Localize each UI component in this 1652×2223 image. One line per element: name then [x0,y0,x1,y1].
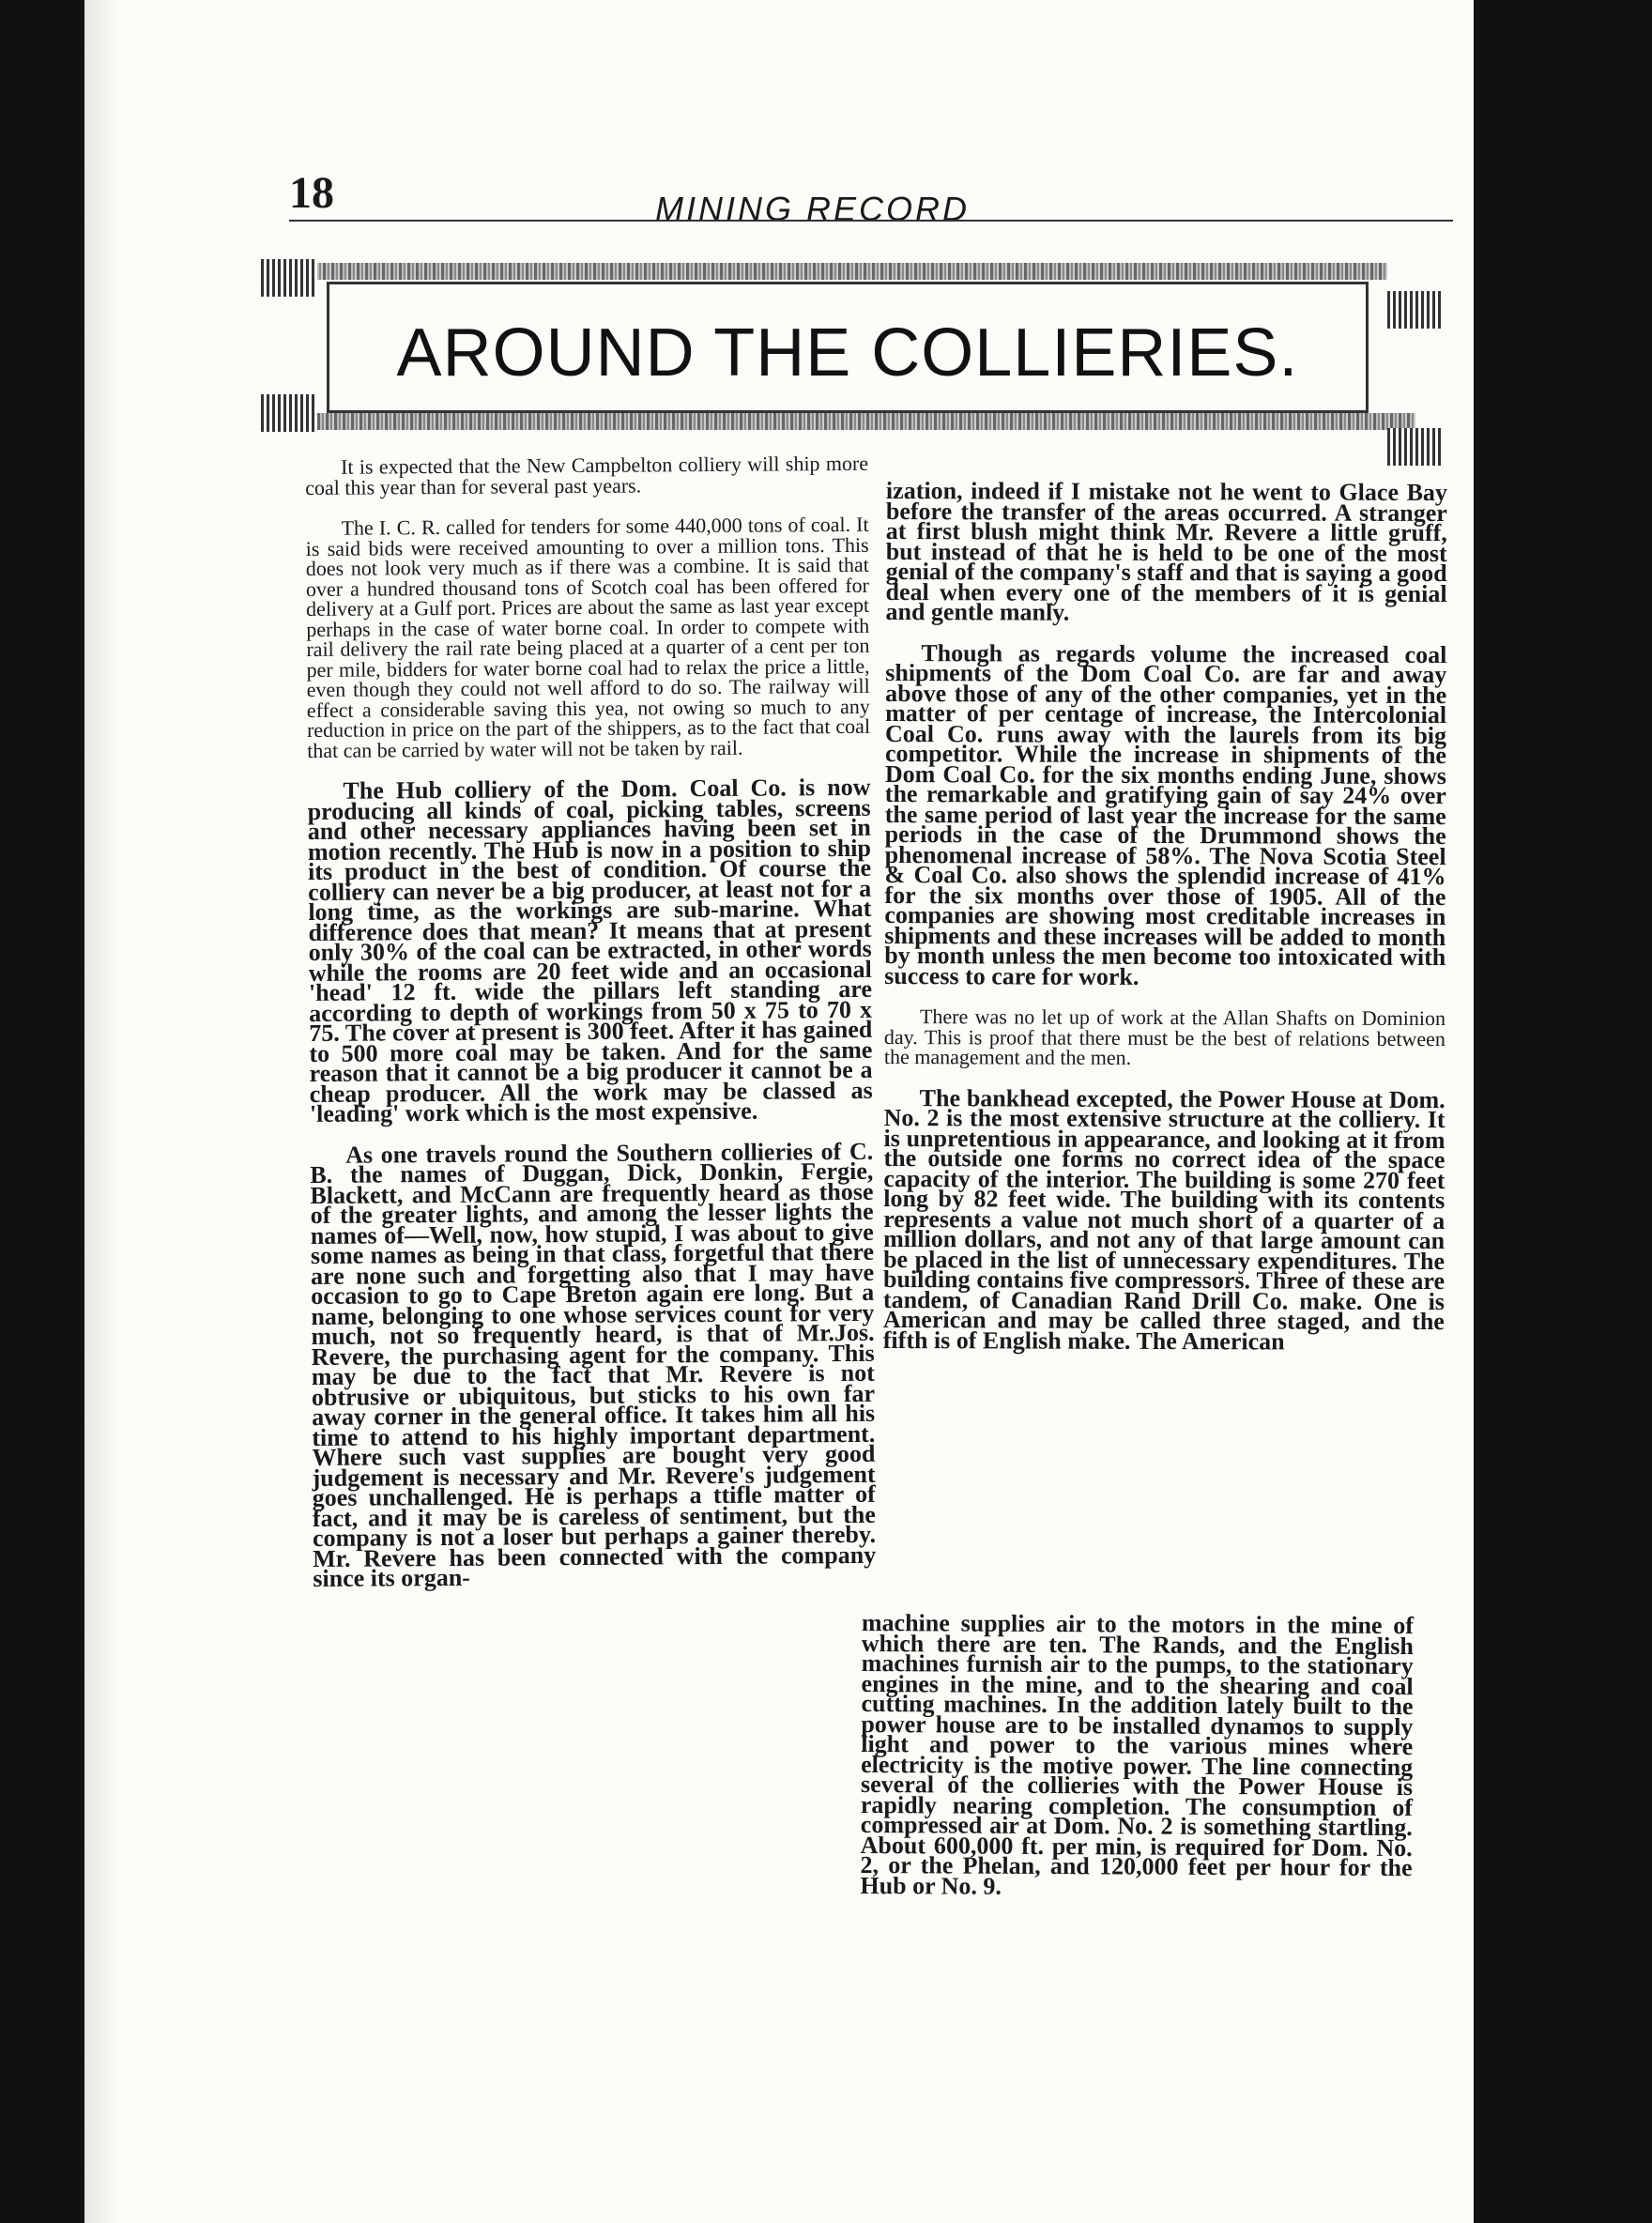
header-rule [289,220,1453,222]
page-header [289,168,1453,228]
paragraph-power-house-continued: machine supplies air to the motors in the mine of which there are ten. The Rands, and the English machines furnish air to the pumps, to the stationary engines in the mine, and to the shearing and coal cutting machines. In the addition lately built to the power house are to be installed dynamos to supply light and power to the various mines where electricity is the motive power. The line connecting several of the collieries with the Power House is rapidly nearing completion. The consumption of compressed air at Dom. No. 2 is something startling. About 600,000 ft. per min, is required for Dom. No. 2, or the Phelan, and 120,000 feet per hour for the Hub or No. 9. [860,1609,1415,1900]
paragraph-campbelton: It is expected that the New Campbelton colliery will ship more coal this year than for several past years. [305,451,869,499]
page-binding-shadow [84,0,118,2223]
banner-corner-ornament [261,259,317,297]
paragraph-revere-continued: ization, indeed if I mistake not he went to Glace Bay before the transfer of the areas occurred. A stranger at first blush might think Mr. Revere a little gruff, but instead of that he is held to be one of the most genial of the company's staff and that is saying a good deal when every one of the members of it is genial and gentle manly. [885,477,1448,626]
banner-corner-ornament [1387,428,1444,466]
paragraph-power-house: The bankhead excepted, the Power House at Dom. No. 2 is the most extensive structure at the colliery. It is unpretentious in appearance, and looking at it from the outside one forms no correct idea of the space capacity of the interior. The building is some 270 feet long by 82 feet wide. The building with its contents represents a value not much short of a quarter of a million dollars, and not any of that large amount can be placed in the list of unnecessary expenditures. The building contains five compressors. Three of these are tandem, of Canadian Rand Drill Co. make. One is American and may be called three staged, and the fifth is of English make. The American [882,1083,1446,1355]
paragraph-hub-colliery: The Hub colliery of the Dom. Coal Co. is now producing all kinds of coal, picking tables, screens and other necessary appliances having been set in motion recently. The Hub is now in a position to ship its product in the best of condition. Of course the colliery can never be a big producer, at least not for a long time, as the workings are sub-marine. What difference does that mean? It means that at present only 30% of the coal can be extracted, in other words while the rooms are 20 feet wide and an occasional 'head' 12 ft. wide the pillars left standing are according to depth of workings from 50 x 75 to 70 x 75. The cover at present is 300 feet. After it has gained to 500 more coal may be taken. And for the same reason that it cannot be a big producer it cannot be a cheap producer. All the work may be classed as 'leading' work which is the most expensive. [307,773,873,1127]
column-left [305,453,877,1610]
paragraph-revere: As one travels round the Southern collieries of C. B. the names of Duggan, Dick, Donkin, Fergie, Blackett, and McCann are frequently heard as those of the greater lights, and among the lesser lights the names of—Well, now, how stupid, I was about to give some names as being in that class, forgetful that there are none such and forgetting also that I may have occasion to go to Cape Breton again ere long. But a name, belonging to one whose services count for very much, not so frequently heard, is that of Mr.Jos. Revere, the purchasing agent for the company. This may be due to the fact that Mr. Revere is not obtrusive or ubiquitous, but sticks to his own far away corner in the general office. It takes him all his time to attend to his highly important department. Where such vast supplies are bought very good judgement is necessary and Mr. Revere's judgement goes unchallenged. He is perhaps a ttifle matter of fact, and it may be is careless of sentiment, but the company is not a loser but perhaps a gainer thereby. Mr. Revere has been connected with the company since its organ- [310,1137,877,1592]
paragraph-icr-tenders: The I. C. R. called for tenders for some 440,000 tons of coal. It is said bids were received amounting to over a million tons. This does not look very much as if there was a combine. It is said that over a hundred thousand tons of Scotch coal has been offered for delivery at a Gulf port. Prices are about the same as last year except perhaps in the case of water borne coal. In order to compete with rail delivery the rail rate being placed at a quarter of a cent per ton per mile, bidders for water borne coal had to relax the price a little, even though they could not well afford to do so. The railway will effect a considerable saving this yea, not owing so much to any reduction in price on the part of the shippers, as to the fact that coal that can be carried by water will not be taken by rail. [305,512,871,762]
banner-corner-ornament [261,394,317,432]
section-title: AROUND THE COLLIERIES. [396,315,1299,391]
column-right-lower [860,1609,1415,1919]
page-number: 18 [289,168,334,218]
paragraph-shipments: Though as regards volume the increased coal shipments of the Dom Coal Co. are far and away above those of any of the other companies, yet in the matter of per centage of increase, the Intercolonial Coal Co. runs away with the laurels from its big competitor. While the increase in shipments of the Dom Coal Co. for the six months ending June, shows the remarkable and gratifying gain of say 24% over the same period of last year the increase for the same periods in the case of the Drummond shows the phenomenal increase of 58%. The Nova Scotia Steel & Coal Co. also shows the splendid increase of 41% for the six months over those of 1905. All of the companies are showing most creditable increases in shipments and these increases will be added to month by month unless the men become too intoxicated with success to care for work. [884,638,1447,990]
banner-top-bar [289,263,1387,280]
banner-bottom-bar [317,413,1415,430]
paragraph-allan-shafts: There was no let up of work at the Allan Shafts on Dominion day. This is proof that there must be the best of relations between the management and the men. [883,1004,1446,1069]
column-right-upper [882,477,1448,1372]
banner-frame [327,282,1369,413]
section-banner [261,253,1449,469]
publication-title: MINING RECORD [655,190,970,228]
banner-corner-ornament [1387,291,1444,329]
